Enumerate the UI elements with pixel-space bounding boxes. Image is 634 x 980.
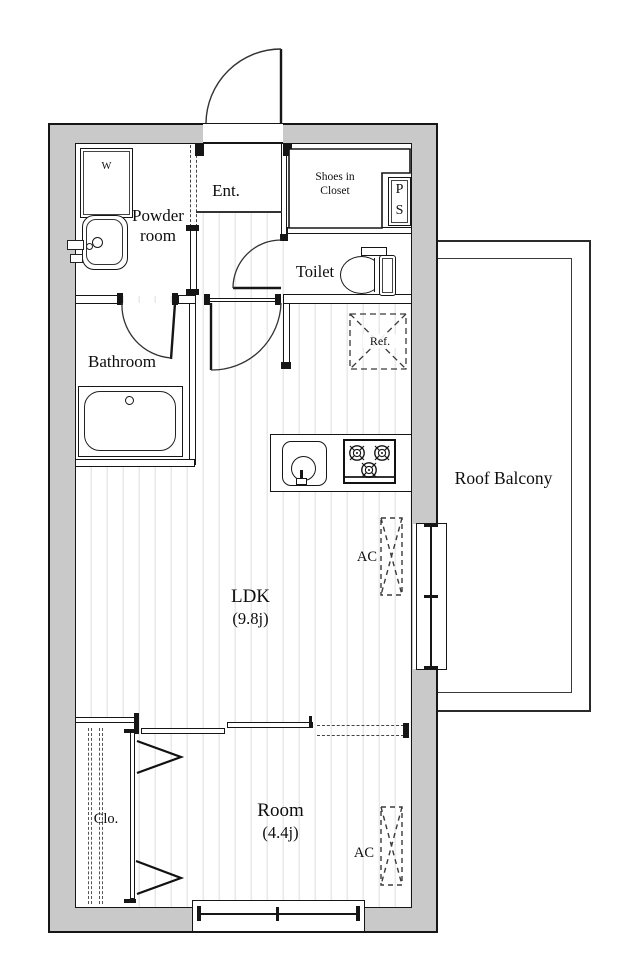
closet-door-chevron	[136, 861, 181, 894]
toilet-door-swing-arc	[233, 240, 281, 288]
bathroom-door-swing-arc	[122, 303, 171, 358]
entrance-door-swing-arc	[206, 49, 281, 123]
ac-symbol-room	[381, 807, 402, 885]
ldk-door-swing-arc	[211, 303, 281, 370]
entrance-label: Ent.	[212, 181, 240, 200]
bathroom-door-leaf	[171, 303, 175, 359]
closet-label: Clo.	[93, 811, 119, 827]
bathroom-label: Bathroom	[88, 352, 156, 371]
toilet-label: Toilet	[295, 262, 335, 281]
refrigerator-label: Ref.	[363, 334, 397, 348]
ac-label-room: AC	[353, 845, 375, 861]
ac-label-ldk: AC	[356, 549, 378, 565]
shoes-closet-label: Shoes in Closet	[315, 171, 355, 198]
room-label: Room (4.4j)	[257, 800, 304, 842]
powder-room-label: Powder room	[132, 206, 184, 246]
closet-door-chevron	[137, 741, 181, 773]
washer-label: W	[101, 161, 112, 172]
pipe-shaft-label: P S	[395, 182, 404, 218]
roof-balcony-label: Roof Balcony	[454, 468, 553, 488]
ac-symbol-ldk	[381, 518, 402, 595]
stove-burner-icons	[350, 446, 389, 477]
ldk-label: LDK (9.8j)	[230, 586, 271, 628]
